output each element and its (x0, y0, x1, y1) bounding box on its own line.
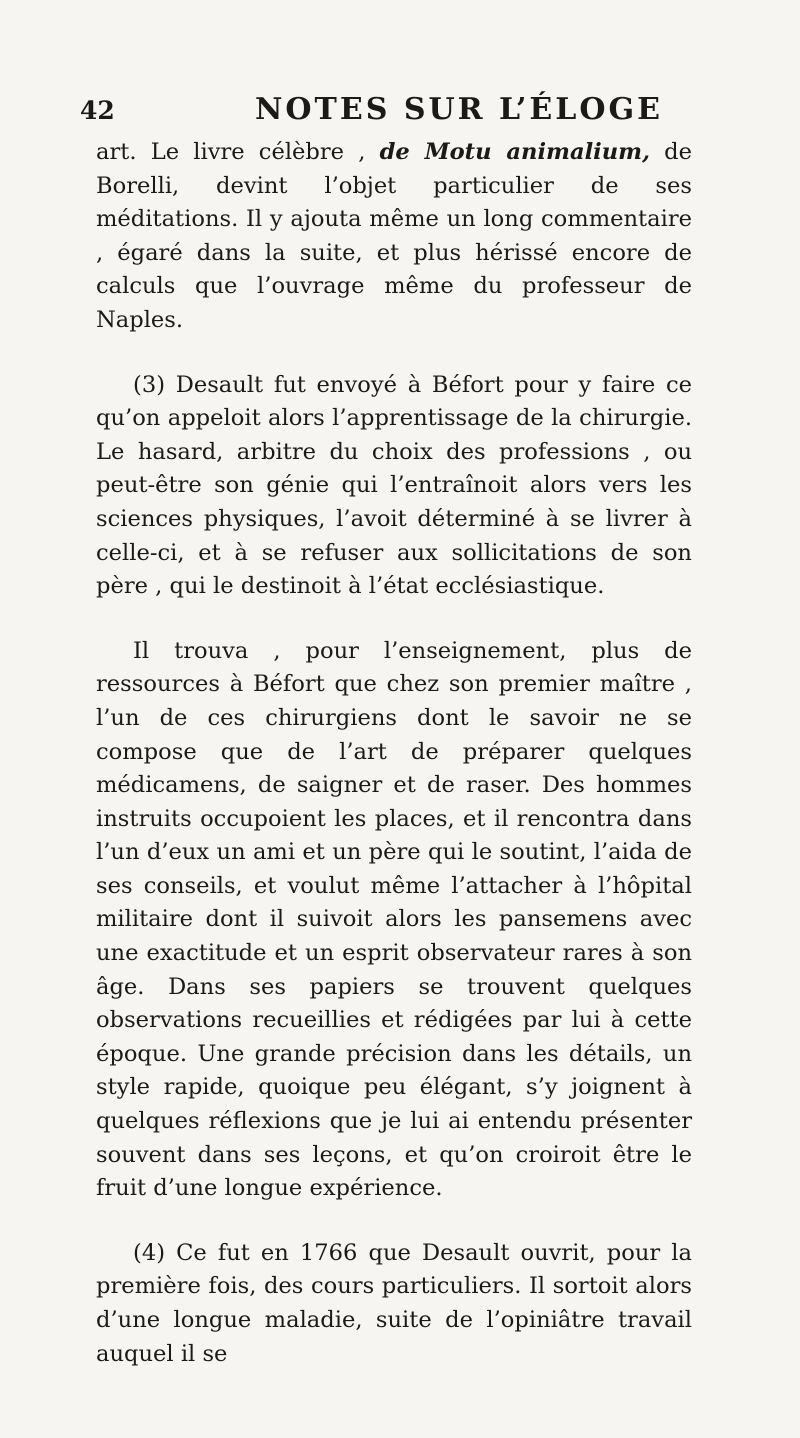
page-header (80, 92, 720, 132)
note-4-paragraph: (4) Ce fut en 1766 que Desault ouvrit, pour la première fois, des cours particuliers. Il sortoit alors d’une longue maladie, suite de l’opiniâtre travail auquel il se (96, 1239, 692, 1367)
paragraph-text-part: art. Le livre célèbre , (96, 139, 366, 165)
page-number: 42 (80, 96, 115, 125)
paragraph-gap (96, 338, 692, 369)
paragraph-text-part: de Borelli, devint l’objet particulier de ses méditations. Il y ajouta même un long commentaire , égaré dans la suite, et plus hérissé encore de calculs que l’ouvrage même du professeur de Naples. (96, 139, 692, 333)
paragraph-gap (96, 604, 692, 635)
paragraph-continuation (96, 136, 692, 338)
running-title: NOTES SUR L’ÉLOGE (255, 92, 663, 127)
note-3-paragraph: (3) Desault fut envoyé à Béfort pour y faire ce qu’on appeloit alors l’apprentissage de la chirurgie. Le hasard, arbitre du choix des professions , ou peut-être son génie qui l’entraînoit alors vers les sciences physiques, l’avoit déterminé à se livrer à celle-ci, et à se refuser aux sollicitations de son père , qui le destinoit à l’état ecclésiastique. (96, 371, 692, 600)
body-text (96, 136, 692, 1371)
paragraph-gap (96, 1206, 692, 1237)
paragraph: Il trouva , pour l’enseignement, plus de ressources à Béfort que chez son premier maître , l’un de ces chirurgiens dont le savoir ne se compose que de l’art de préparer quelques médicamens, de saigner et de raser. Des hommes instruits occupoient les places, et il rencontra dans l’un d’eux un ami et un père qui le soutint, l’aida de ses conseils, et voulut même l’attacher à l’hôpital militaire dont il suivoit alors les pansemens avec une exactitude et un esprit observateur rares à son âge. Dans ses papiers se trouvent quelques observations recueillies et rédigées par lui à cette époque. Une grande précision dans les détails, un style rapide, quoique peu élégant, s’y joignent à quelques réflexions que je lui ai entendu présenter souvent dans ses leçons, et qu’on croiroit être le fruit d’une longue expérience. (96, 637, 692, 1202)
book-title-italic: de Motu animalium, (379, 139, 650, 165)
